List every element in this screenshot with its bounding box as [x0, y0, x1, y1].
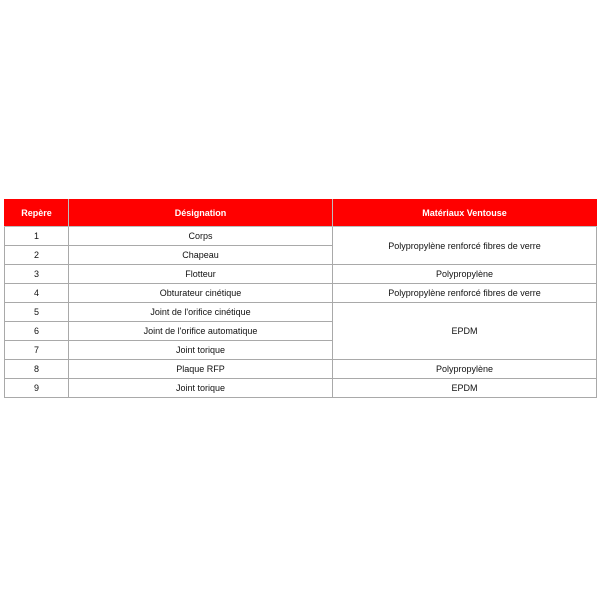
header-materiaux: Matériaux Ventouse: [333, 200, 597, 227]
repere-cell: 8: [5, 360, 69, 379]
designation-cell: Joint de l'orifice automatique: [69, 322, 333, 341]
repere-cell: 3: [5, 265, 69, 284]
table-row: [5, 284, 597, 303]
repere-cell: 4: [5, 284, 69, 303]
material-cell: Polypropylène renforcé fibres de verre: [333, 227, 597, 265]
table-row: [5, 379, 597, 398]
designation-cell: Flotteur: [69, 265, 333, 284]
designation-cell: Plaque RFP: [69, 360, 333, 379]
repere-cell: 7: [5, 341, 69, 360]
designation-cell: Joint de l'orifice cinétique: [69, 303, 333, 322]
material-cell: Polypropylène: [333, 265, 597, 284]
repere-cell: 1: [5, 227, 69, 246]
material-cell: Polypropylène renforcé fibres de verre: [333, 284, 597, 303]
table-row: [5, 227, 597, 246]
repere-cell: 6: [5, 322, 69, 341]
designation-cell: Corps: [69, 227, 333, 246]
designation-cell: Joint torique: [69, 341, 333, 360]
designation-cell: Obturateur cinétique: [69, 284, 333, 303]
header-designation: Désignation: [69, 200, 333, 227]
table-row: [5, 265, 597, 284]
repere-cell: 5: [5, 303, 69, 322]
materials-table: [4, 199, 597, 398]
designation-cell: Chapeau: [69, 246, 333, 265]
material-cell: EPDM: [333, 303, 597, 360]
repere-cell: 2: [5, 246, 69, 265]
material-cell: EPDM: [333, 379, 597, 398]
header-repere: Repère: [5, 200, 69, 227]
material-cell: Polypropylène: [333, 360, 597, 379]
table-row: [5, 360, 597, 379]
designation-cell: Joint torique: [69, 379, 333, 398]
table-header-row: [5, 200, 597, 227]
materials-table-container: [4, 199, 596, 398]
table-row: [5, 303, 597, 322]
repere-cell: 9: [5, 379, 69, 398]
